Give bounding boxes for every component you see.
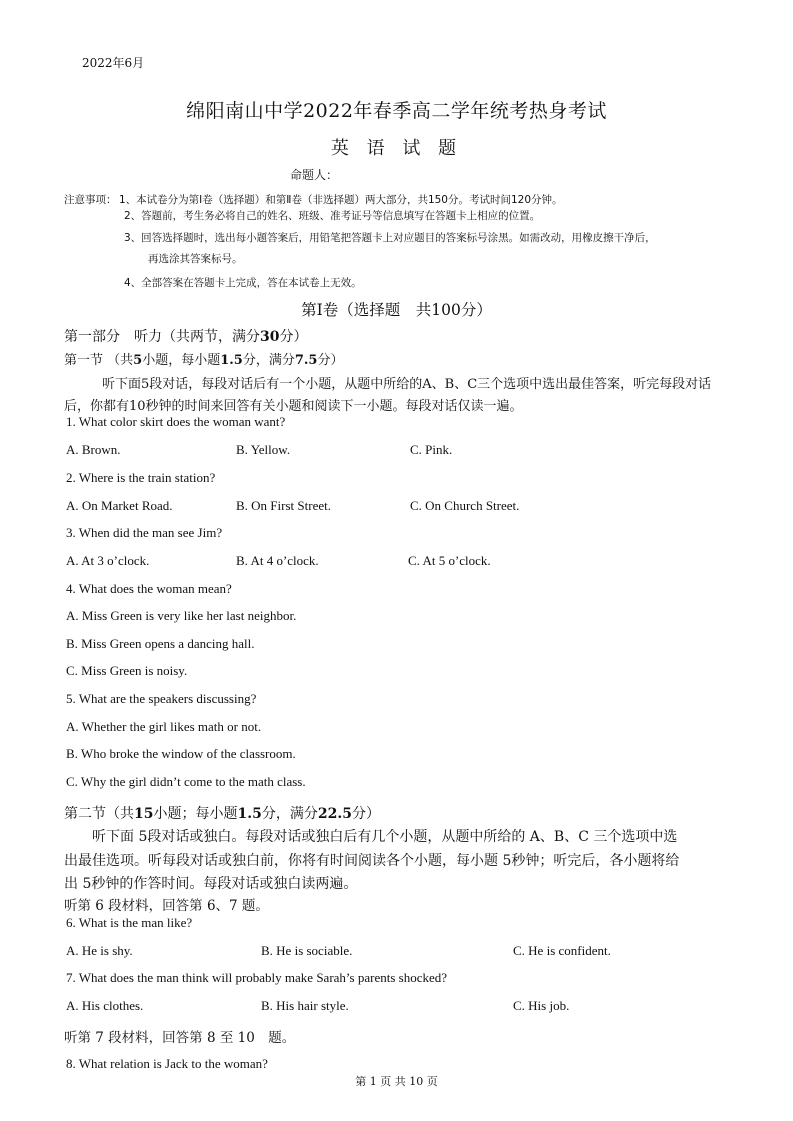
q3-option-a: A. At 3 o’clock.	[66, 553, 150, 568]
q2-option-b: B. On First Street.	[236, 498, 331, 513]
section1-instruction: 听下面5段对话，每段对话后有一个小题，从题中所给的A、B、C三个选项中选出最佳答案，听完每段对话	[102, 377, 712, 392]
note-item-4: 4、全部答案在答题卡上完成，答在本试卷上无效。	[124, 277, 362, 289]
q2-option-c: C. On Church Street.	[410, 498, 520, 513]
q1-option-a: A. Brown.	[66, 442, 121, 457]
question-6: 6. What is the man like?	[66, 915, 193, 930]
question-5: 5. What are the speakers discussing?	[66, 691, 257, 706]
exam-date: 2022年6月	[82, 56, 145, 70]
question-7: 7. What does the man think will probably make Sarah’s parents shocked?	[66, 970, 447, 985]
page-footer: 第 1 页 共 10 页	[355, 1075, 438, 1088]
q2-option-a: A. On Market Road.	[66, 498, 173, 513]
q3-option-c: C. At 5 o’clock.	[408, 553, 491, 568]
question-4: 4. What does the woman mean?	[66, 581, 232, 596]
q7-option-a: A. His clothes.	[66, 998, 144, 1013]
q5-option-b: B. Who broke the window of the classroom.	[66, 746, 296, 761]
part1-heading: 第一部分 听力（共两节，满分30分）	[64, 329, 308, 345]
q6-option-a: A. He is shy.	[66, 943, 133, 958]
q5-option-c: C. Why the girl didn’t come to the math class.	[66, 774, 306, 789]
q1-option-c: C. Pink.	[410, 442, 453, 457]
q4-option-a: A. Miss Green is very like her last neighbor.	[66, 608, 297, 623]
question-2: 2. Where is the train station?	[66, 470, 216, 485]
section1-heading: 第一节 （共5小题，每小题1.5分，满分7.5分）	[64, 353, 344, 368]
notes-lead: 注意事项：	[64, 194, 117, 206]
section2-heading: 第二节（共15小题；每小题1.5分，满分22.5分）	[64, 806, 380, 822]
q4-option-b: B. Miss Green opens a dancing hall.	[66, 636, 255, 651]
q6-option-c: C. He is confident.	[513, 943, 611, 958]
q5-option-a: A. Whether the girl likes math or not.	[66, 719, 262, 734]
q7-option-b: B. His hair style.	[261, 998, 349, 1013]
question-3: 3. When did the man see Jim?	[66, 525, 223, 540]
section1-instruction-cont: 后，你都有10秒钟的时间来回答有关小题和阅读下一小题。每段对话仅读一遍。	[64, 399, 523, 414]
exam-title: 绵阳南山中学2022年春季高二学年统考热身考试	[186, 100, 607, 122]
q6-option-b: B. He is sociable.	[261, 943, 353, 958]
q1-option-b: B. Yellow.	[236, 442, 291, 457]
note-item-3-cont: 再选涂其答案标号。	[148, 253, 243, 265]
section2-instruction-cont1: 出最佳选项。听每段对话或独白前，你将有时间阅读各个小题，每小题 5秒钟；听完后，各小题将给	[64, 853, 680, 869]
q7-option-c: C. His job.	[513, 998, 570, 1013]
material-7-heading: 听第 7 段材料，回答第 8 至 10 题。	[64, 1030, 296, 1046]
q4-option-c: C. Miss Green is noisy.	[66, 663, 188, 678]
question-8: 8. What relation is Jack to the woman?	[66, 1056, 268, 1071]
exam-subject: 英 语 试 题	[330, 138, 463, 159]
note-item-2: 2、答题前，考生务必将自己的姓名、班级、准考证号等信息填写在答题卡上相应的位置。	[124, 210, 541, 222]
question-setter: 命题人：	[290, 168, 339, 182]
q3-option-b: B. At 4 o’clock.	[236, 553, 319, 568]
note-item-3: 3、回答选择题时，选出每小题答案后，用铅笔把答题卡上对应题目的答案标号涂黑。如需改动，用橡皮擦干净后，	[124, 232, 656, 244]
question-1: 1. What color skirt does the woman want?	[66, 414, 286, 429]
volume-title: 第Ⅰ卷（选择题 共100分）	[301, 301, 492, 319]
material-6-heading: 听第 6 段材料，回答第 6、7 题。	[64, 898, 269, 914]
section2-instruction: 听下面 5段对话或独白。每段对话或独白后有几个小题，从题中所给的 A、B、C 三个选项中选	[92, 829, 678, 845]
note-item-1: 1、本试卷分为第Ⅰ卷（选择题）和第Ⅱ卷（非选择题）两大部分，共150分。考试时间120分钟。	[119, 194, 563, 206]
section2-instruction-cont2: 出 5秒钟的作答时间。每段对话或独白读两遍。	[64, 876, 358, 892]
